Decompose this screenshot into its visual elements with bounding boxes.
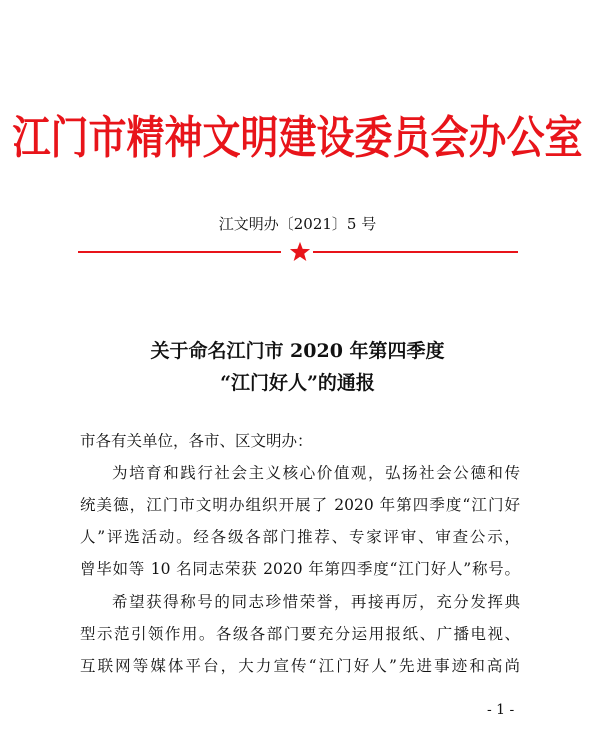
page-number: - 1 - bbox=[487, 702, 515, 718]
issuer-header-title: 江门市精神文明建设委员会办公室 bbox=[12, 110, 583, 164]
body-text-line: 曾毕如等 10 名同志荣获 2020 年第四季度“江门好人”称号。 bbox=[80, 560, 520, 578]
body-text-line: 互联网等媒体平台，大力宣传“江门好人”先进事迹和高尚 bbox=[80, 657, 520, 675]
red-star-icon bbox=[289, 241, 311, 263]
body-text-line: 统美德，江门市文明办组织开展了 2020 年第四季度“江门好 bbox=[80, 496, 520, 514]
body-text-line: 为培育和践行社会主义核心价值观，弘扬社会公德和传 bbox=[112, 464, 520, 482]
body-text-line: 人”评选活动。经各级各部门推荐、专家评审、审查公示， bbox=[80, 528, 520, 546]
notice-title-line1: 关于命名江门市 2020 年第四季度 bbox=[150, 340, 445, 362]
red-divider-right bbox=[313, 251, 518, 253]
star-shape bbox=[290, 242, 310, 261]
document-number: 江文明办〔2021〕5 号 bbox=[218, 215, 377, 233]
body-text-line: 型示范引领作用。各级各部门要充分运用报纸、广播电视、 bbox=[80, 625, 520, 643]
body-text-line: 希望获得称号的同志珍惜荣誉，再接再厉，充分发挥典 bbox=[112, 593, 520, 611]
notice-title-line2: “江门好人”的通报 bbox=[220, 372, 375, 394]
red-divider-left bbox=[78, 251, 281, 253]
addressee-line: 市各有关单位，各市、区文明办： bbox=[80, 432, 313, 450]
